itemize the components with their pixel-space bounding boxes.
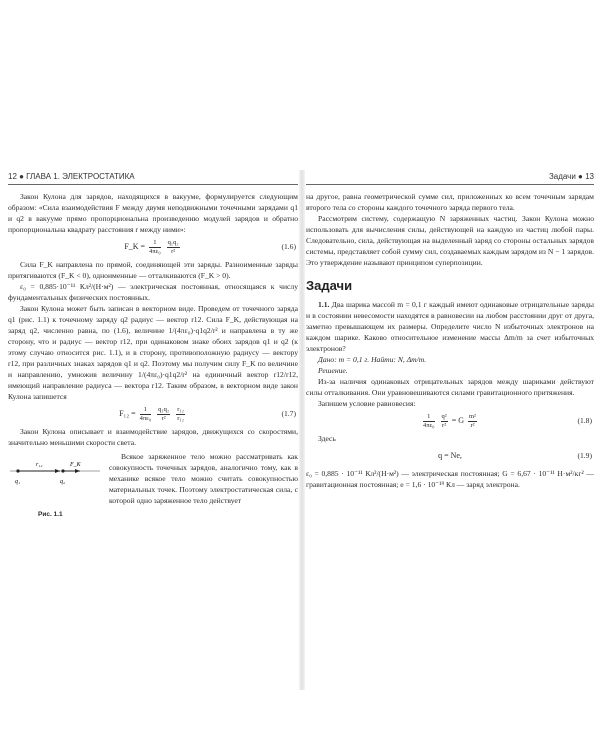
equation-1-7 bbox=[8, 404, 298, 424]
eq17-lhs: F₁₂ = bbox=[119, 409, 136, 418]
equation-number: (1.8) bbox=[577, 416, 592, 425]
eq17-fraction: $\frac{1}{\text{4πε₀}}$ bbox=[139, 405, 152, 422]
left-page bbox=[8, 170, 298, 690]
eq16-lhs: F_K = bbox=[124, 242, 146, 251]
solution-equilibrium: Запишем условие равновесия: bbox=[318, 399, 416, 408]
paragraph-charged-body: Всякое заряженное тело можно рассматривать как совокупность точечных зарядов, аналогично тому, как в механике всякое тело можно считать совокупностью материальных точек. Поэтому электростатическая сила, с которой одно заряженное тело действует bbox=[109, 452, 298, 505]
running-head-right: Задачи ● 13 bbox=[306, 170, 594, 185]
equation-1-8 bbox=[306, 411, 594, 431]
paragraph-continuation: на другое, равна геометрической сумме сил, приложенных ко всем точечным зарядам второго тела со стороны каждого точечного заряда первого тела. bbox=[306, 192, 594, 212]
problem-1-1 bbox=[306, 299, 594, 354]
equation-1-6 bbox=[8, 237, 298, 257]
solution-paragraph: Из-за наличия одинаковых отрицательных зарядов между шариками действуют силы отталкивания. Они уравновешиваются силами гравитационного притяжения. bbox=[306, 377, 594, 397]
eq17-fraction-unit-vector: $\frac{\text{r₁₂}}{\text{r₁₂}}$ bbox=[177, 405, 184, 422]
figure-caption: Рис. 1.1 bbox=[38, 511, 63, 518]
equation-number: (1.6) bbox=[281, 242, 296, 251]
paragraph-superposition: Рассмотрим систему, содержащую N заряженных частиц. Закон Кулона можно использовать для вычисления силы, действующей на каждую из частиц любой пары. Следовательно, сила, действующая на выделенный заряд со стороны остальных зарядов системы, представляет собой сумму сил, создаваемых каждым зарядом из N − 1 зарядов. Это утверждение называют принципом суперпозиции. bbox=[306, 214, 594, 267]
problem-text: Два шарика массой m = 0,1 г каждый имеют одинаковые отрицательные заряды и в состоянии невесомости находятся в равновесии на любом расстоянии друг от друга, заметно превышающем их размеры. Определите число N избыточных электронов на каждом шарике. Каково относительное изменение массы Δm/m за счет избыточных электронов? bbox=[306, 300, 594, 353]
section-title: Задачи bbox=[306, 278, 353, 293]
paragraph-vector-form: Закон Кулона может быть записан в векторном виде. Проведем от точечного заряда q1 (рис. 1.1) к точечному заряду q2 радиус — вектор r12. Сила F_K, действующая на заряд q2, численно равна, по (1.6), величине 1/(4πε₀)·q1q2/r² и направлена в ту же сторону, что и радиус — вектор r12, при одинаковом знаке обоих зарядов q1 и q2 (к этому случаю относится рис. 1.1), и в сторону, противоположную радиусу — вектору r12, при различных знаках зарядов q1 и q2. Поэтому мы получим силу F_K по величине и направлению, умножив величину 1/(4πε₀)·q1q2/r² на единичный вектор r12/r12, имеющий направление радиуса — вектора r12. Таким образом, в векторном виде закон Кулона запишется bbox=[8, 304, 298, 401]
eq17-fraction-charges: $\frac{\text{q₁q₂}}{\text{r²}}$ bbox=[158, 405, 170, 422]
eq16-fraction: $\frac{1}{\text{4πε₀}}$ bbox=[149, 238, 161, 255]
paragraph-force-direction: Сила F_K направлена по прямой, соединяющей эти заряды. Разноименные заряды притягиваются (F_K < 0), одноименные — отталкиваются (F_K > 0). bbox=[8, 260, 298, 280]
fig-label-q1: q₁ bbox=[15, 479, 21, 485]
paragraph-electric-constant: ε₀ = 0,885·10⁻¹¹ Кл²/(Н·м²) — электрическая постоянная, относящаяся к числу фундаментальных физических постоянных. bbox=[8, 282, 298, 302]
equation-number: (1.9) bbox=[577, 451, 592, 460]
eq18-middle: = G bbox=[451, 416, 464, 425]
right-page bbox=[306, 170, 594, 690]
paragraph-moving-charges: Закон Кулона описывает и взаимодействие зарядов, движущихся со скоростями, значительно меньшими скорости света. bbox=[8, 427, 298, 447]
book-gutter bbox=[299, 170, 305, 690]
fig-label-q2: q₂ bbox=[60, 479, 66, 485]
eq18-fraction-masses: $\frac{\text{m²}}{\text{r²}}$ bbox=[469, 412, 477, 429]
equation-number: (1.7) bbox=[281, 409, 296, 418]
equation-1-9 bbox=[306, 446, 594, 466]
running-head-left: 12 ● ГЛАВА 1. ЭЛЕКТРОСТАТИКА bbox=[8, 170, 298, 185]
problem-number: 1.1. bbox=[318, 300, 330, 309]
eq18-fraction-charges: $\frac{\text{q²}}{\text{r²}}$ bbox=[441, 412, 447, 429]
eq16-fraction-charges: $\frac{\text{q₁q₂}}{\text{r²}}$ bbox=[167, 238, 179, 255]
figure-1-1 bbox=[8, 451, 103, 546]
constants-paragraph: ε₀ = 0,885 · 10⁻¹¹ Кл²/(Н·м²) — электрическая постоянная; G = 6,67 · 10⁻¹¹ Н·м²/кг² — гравитационная постоянная; e = 1,6 · 10⁻¹⁹ Кл — заряд электрона. bbox=[306, 469, 594, 489]
figure-diagram bbox=[8, 451, 103, 511]
here-label: Здесь bbox=[318, 434, 336, 443]
paragraph-coulomb-law: Закон Кулона для зарядов, находящихся в вакууме, формулируется следующим образом: «Сила взаимодействия F между двумя неподвижными точечными зарядами q1 и q2 в вакууме прямо пропорциональна произведению модулей зарядов и обратно пропорциональна квадрату расстояния r между ними»: bbox=[8, 192, 298, 234]
fig-label-r12: r₁₂ bbox=[36, 462, 43, 468]
eq18-fraction: $\frac{1}{\text{4πε₀}}$ bbox=[422, 412, 435, 429]
fig-label-fk: F_K bbox=[70, 462, 81, 468]
eq19-body: q = Ne, bbox=[438, 451, 462, 460]
solution-label: Решение. bbox=[318, 366, 348, 375]
problem-given: Дано: m = 0,1 г. Найти: N, Δm/m. bbox=[318, 355, 427, 364]
